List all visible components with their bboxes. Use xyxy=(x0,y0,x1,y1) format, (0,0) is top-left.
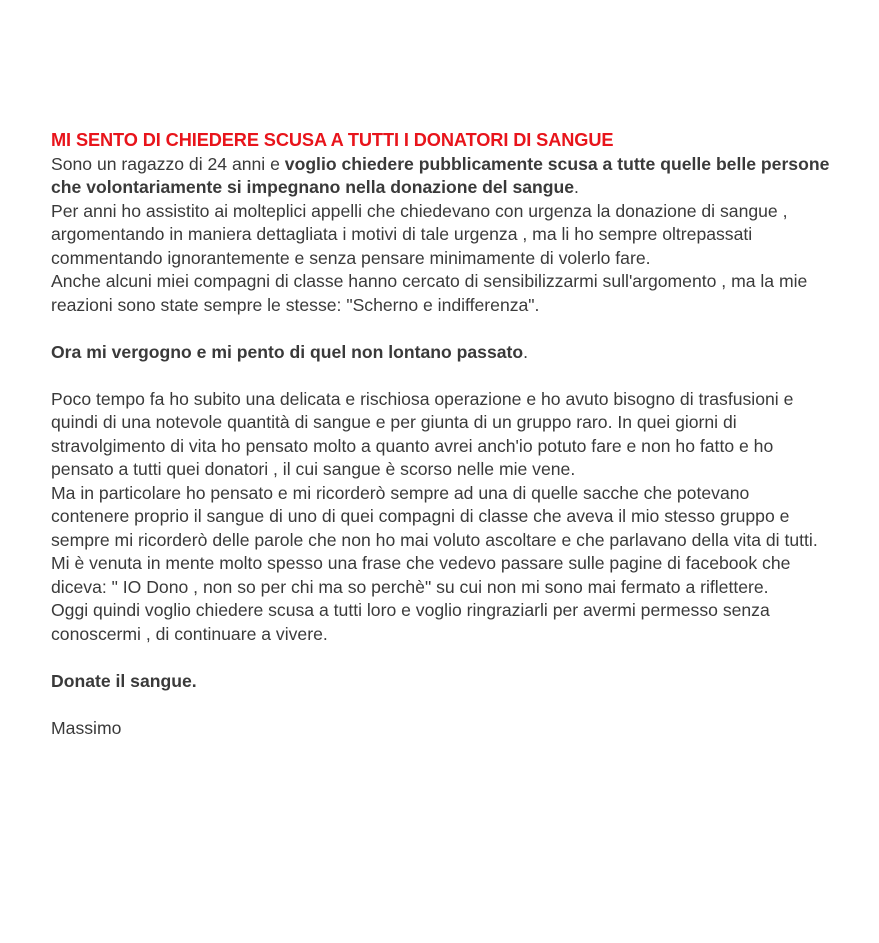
shame-bold-text: Ora mi vergogno e mi pento di quel non lontano passato xyxy=(51,341,524,362)
paragraph-thanks: Oggi quindi voglio chiedere scusa a tutti loro e voglio ringraziarli per avermi permesso senza conoscermi , di continuare a vivere. xyxy=(51,600,770,644)
spacer xyxy=(51,646,831,670)
paragraph-operation: Poco tempo fa ho subito una delicata e rischiosa operazione e ho avuto bisogno di trasfusioni e quindi di una notevole quantità di sangue e per giunta di un gruppo raro. In quei giorni di stravolgimento di vita ho pensato molto a quanto avrei anch'io potuto fare e non ho fatto e ho pensato a tutti quei donatori , il cui sangue è scorso nelle mie vene. xyxy=(51,388,794,479)
paragraph-blood-bag: Ma in particolare ho pensato e mi ricorderò sempre ad una di quelle sacche che potevano contenere proprio il sangue di uno di quei compagni di classe che aveva il mio stesso gruppo e sempre mi ricorderò delle parole che non ho mai voluto ascoltare e che parlavano della vita di tutti. xyxy=(51,482,818,550)
spacer xyxy=(51,693,831,717)
spacer xyxy=(51,317,831,341)
intro-end: . xyxy=(574,177,579,197)
signature: Massimo xyxy=(51,717,122,738)
intro-bold-text: voglio chiedere pubblicamente scusa a tutte quelle belle persone che volontariamente si impegnano nella donazione del sangue xyxy=(51,153,830,197)
intro-text: Sono un ragazzo di 24 anni e xyxy=(51,153,285,174)
paragraph-intro xyxy=(51,153,831,200)
shame-end: . xyxy=(523,341,529,362)
paragraph-shame xyxy=(51,341,831,365)
closing-appeal: Donate il sangue. xyxy=(51,670,197,691)
letter-body xyxy=(51,129,831,740)
spacer xyxy=(51,364,831,388)
paragraph-appeals: Per anni ho assistito ai molteplici appelli che chiedevano con urgenza la donazione di sangue , argomentando in maniera dettagliata i motivi di tale urgenza , ma li ho sempre oltrepassati commentando ignorantemente e senza pensare minimamente di volerlo fare. xyxy=(51,200,788,268)
paragraph-facebook-quote: Mi è venuta in mente molto spesso una frase che vedevo passare sulle pagine di facebook che diceva: " IO Dono , non so per chi ma so perchè" su cui non mi sono mai fermato a riflettere. xyxy=(51,553,791,597)
paragraph-classmates: Anche alcuni miei compagni di classe hanno cercato di sensibilizzarmi sull'argomento , ma la mie reazioni sono state sempre le stesse: "Scherno e indifferenza". xyxy=(51,271,808,315)
letter-title: MI SENTO DI CHIEDERE SCUSA A TUTTI I DONATORI DI SANGUE xyxy=(51,130,614,150)
